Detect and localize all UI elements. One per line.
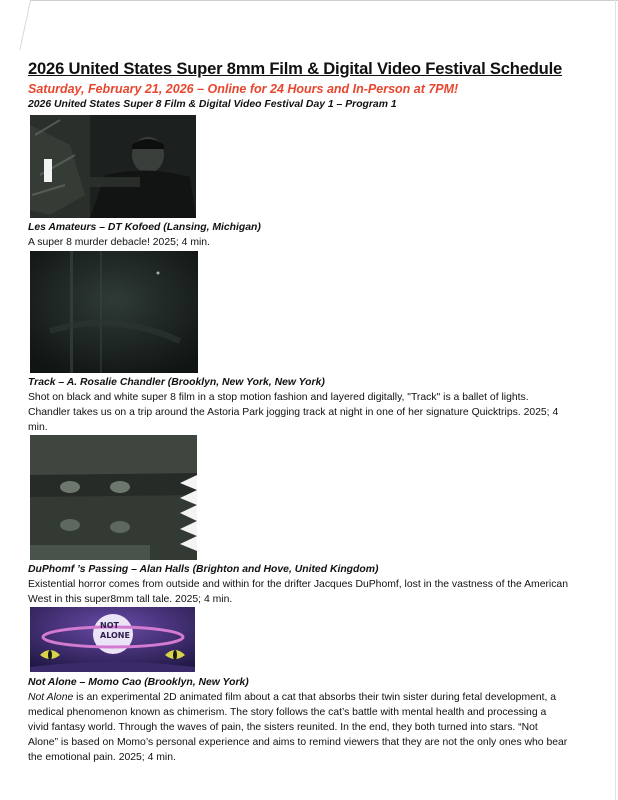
date-line: Saturday, February 21, 2026 – Online for 24 Hours and In-Person at 7PM! — [28, 82, 459, 96]
film-description: Existential horror comes from outside and within for the drifter Jacques DuPhomf, lost in the vastness of the American West in this super8mm tall tale. 2025; 4 min. — [28, 579, 568, 605]
film-description-italic: Not Alone — [28, 692, 74, 703]
film-description: Shot on black and white super 8 film in a stop motion fashion and layered digitally, "Track" is a ballet of lights. Chandler takes us on a trip around the Astoria Park jogging track at night in one of her signature Quicktrips. 2025; 4 min. — [28, 392, 559, 433]
scan-edge — [615, 0, 616, 800]
scan-edge — [30, 0, 618, 1]
film-still-image — [30, 435, 197, 560]
film-still-duphomf — [30, 435, 197, 560]
schedule-page — [28, 58, 598, 112]
film-title: DuPhomf ’s Passing – Alan Halls (Brighton and Hove, United Kingdom) — [28, 564, 379, 575]
page-title: 2026 United States Super 8mm Film & Digital Video Festival Schedule — [28, 59, 563, 78]
film-still-not-alone — [30, 607, 195, 672]
film-still-image — [30, 115, 196, 218]
film-still-track — [30, 251, 198, 373]
program-heading: 2026 United States Super 8 Film & Digital Video Festival Day 1 – Program 1 — [28, 99, 397, 110]
film-description-text: is an experimental 2D animated film about a cat that absorbs their twin sister during fetal development, a medical phenomenon known as chimerism. The story follows the cat’s battle with mental health and processing a vivid fantasy world. Through the waves of pain, the sisters reunited. In the end, they both turned into stars. “Not Alone” is based on Momo’s personal experience and aims to remind viewers that they are not the only ones who bear the emotional pain. 2025; 4 min. — [28, 692, 568, 763]
film-still-les-amateurs — [30, 115, 196, 218]
scan-edge — [0, 0, 31, 50]
still-caption: NOT — [100, 621, 119, 630]
film-still-image — [30, 251, 198, 373]
film-title: Track – A. Rosalie Chandler (Brooklyn, New York, New York) — [28, 377, 325, 388]
film-title: Les Amateurs – DT Kofoed (Lansing, Michigan) — [28, 222, 261, 233]
film-title: Not Alone – Momo Cao (Brooklyn, New York) — [28, 677, 249, 688]
still-caption: ALONE — [100, 631, 130, 640]
film-description — [28, 690, 568, 765]
film-description: A super 8 murder debacle! 2025; 4 min. — [28, 237, 210, 248]
